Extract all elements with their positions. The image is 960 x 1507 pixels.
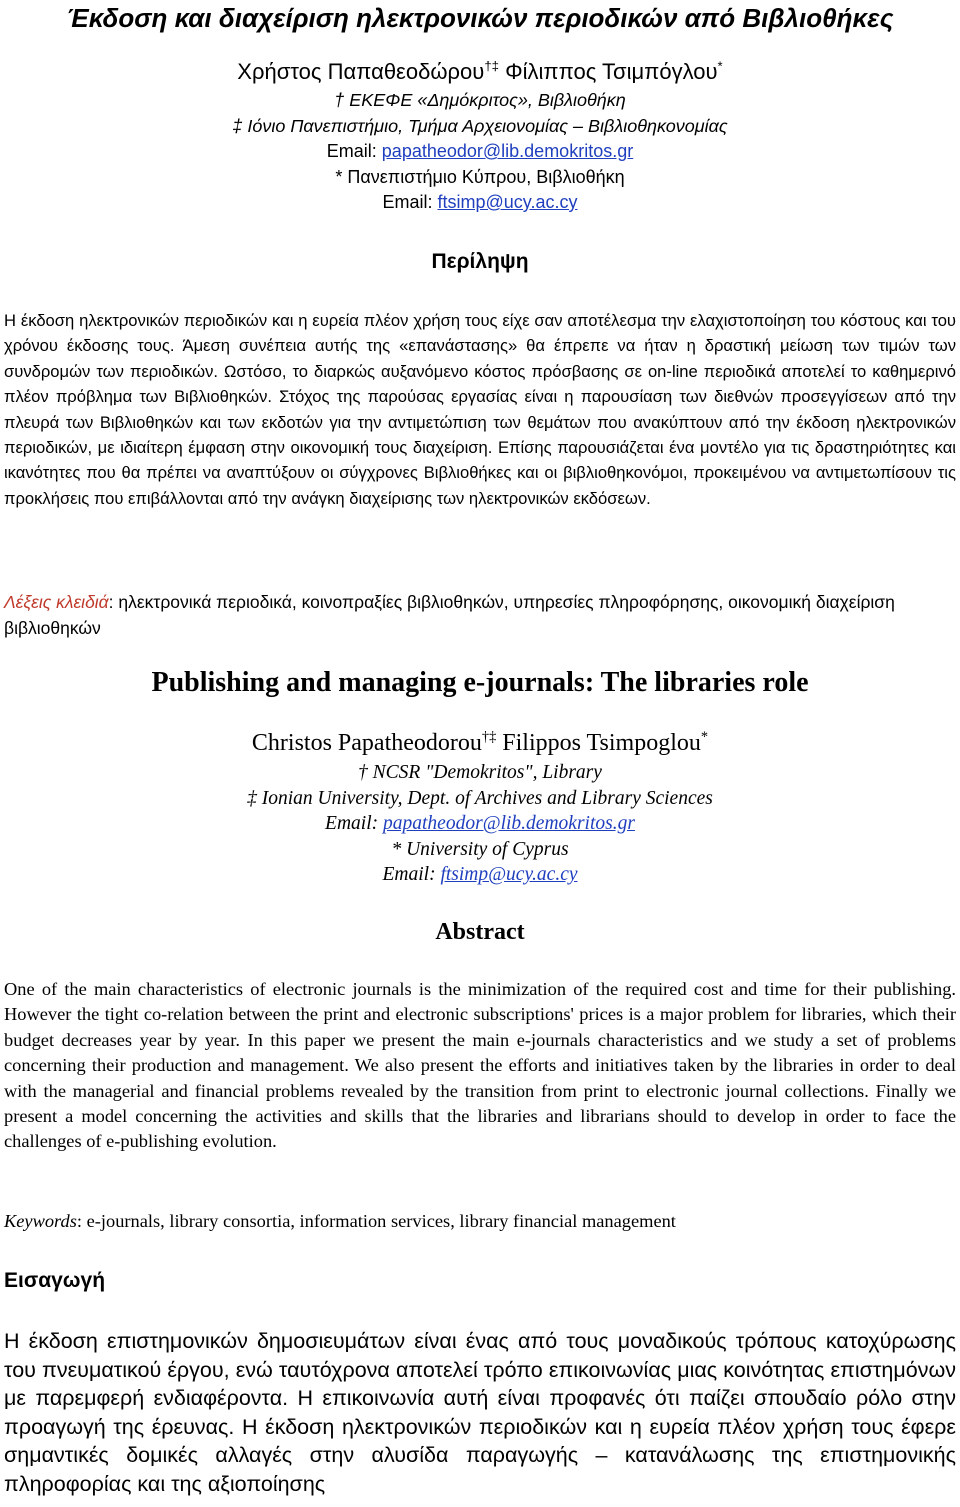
keywords-english bbox=[4, 1209, 956, 1234]
paper-title-greek: Έκδοση και διαχείριση ηλεκτρονικών περιοδικών από Βιβλιοθήκες bbox=[66, 3, 894, 33]
intro-heading: Εισαγωγή bbox=[4, 1269, 106, 1292]
email-line-1 bbox=[4, 139, 956, 165]
email-link-2[interactable]: ftsimp@ucy.ac.cy bbox=[437, 192, 578, 212]
email-line-2 bbox=[4, 190, 956, 216]
email-link-1[interactable]: papatheodor@lib.demokritos.gr bbox=[381, 141, 634, 161]
paper-title-english: Publishing and managing e-journals: The libraries role bbox=[151, 667, 809, 698]
email-label: Email: bbox=[325, 813, 383, 834]
author-2-name: Φίλιππος Τσιμπόγλου bbox=[498, 59, 718, 84]
email-link-2[interactable]: ftsimp@ucy.ac.cy bbox=[440, 864, 578, 885]
keywords-label-english: Keywords bbox=[4, 1211, 77, 1231]
abstract-heading-english: Abstract bbox=[435, 919, 525, 945]
affiliation-1: † ΕΚΕΦΕ «Δημόκριτος», Βιβλιοθήκη bbox=[334, 90, 626, 110]
email-line-1 bbox=[4, 811, 956, 837]
email-label: Email: bbox=[382, 864, 441, 885]
authors-greek bbox=[4, 58, 956, 86]
affiliation-1: † NCSR "Demokritos", Library bbox=[358, 762, 602, 783]
affiliation-2: ‡ Ιόνιο Πανεπιστήμιο, Τμήμα Αρχειονομίας – Βιβλιοθηκονομίας bbox=[232, 115, 728, 136]
author-2-marks: * bbox=[700, 729, 709, 745]
author-1-name: Christos Papatheodorou bbox=[251, 730, 482, 756]
email-link-1[interactable]: papatheodor@lib.demokritos.gr bbox=[383, 813, 635, 834]
email-label: Email: bbox=[326, 141, 382, 161]
author-1-marks: †‡ bbox=[484, 58, 499, 74]
abstract-body-greek: Η έκδοση ηλεκτρονικών περιοδικών και η ευρεία πλέον χρήση τους είχε σαν αποτέλεσμα την ελαχιστοποίηση του κόστους και του χρόνου έκδοσης τους. Άμεση συνέπεια αυτής της «επανάστασης» θα έπρεπε να ήταν η δραστική μείωση των τιμών των συνδρομών των περιοδικών. Ωστόσο, το διαρκώς αυξανόμενο κόστος πρόσβασης σε on-line περιοδικά αποτελεί το καθημερινό πλέον πρόβλημα των Βιβλιοθηκών. Στόχος της παρούσας εργασίας είναι η παρουσίαση των διεθνών προσεγγίσεων από την πλευρά των Βιβλιοθηκών και των εκδοτών για την αντιμετώπιση των θεμάτων που ανακύπτουν από την έκδοση ηλεκτρονικών περιοδικών, με ιδιαίτερη έμφαση στην οικονομική τους διαχείριση. Επίσης παρουσιάζεται ένα μοντέλο για τις δραστηριότητες και ικανότητες που θα πρέπει να αναπτύξουν οι σύγχρονες Βιβλιοθήκες και οι βιβλιοθηκονόμοι, προκειμένου να αντιμετωπίσουν τις προκλήσεις που επιβάλλονται από την ανάγκη διαχείρισης των ηλεκτρονικών εκδόσεων. bbox=[4, 311, 956, 508]
authors-english bbox=[4, 728, 956, 758]
author-2-name: Filippos Tsimpoglou bbox=[496, 730, 701, 756]
affiliation-3: * Πανεπιστήμιο Κύπρου, Βιβλιοθήκη bbox=[335, 166, 625, 187]
author-1-name: Χρήστος Παπαθεοδώρου bbox=[237, 59, 485, 84]
affiliations-greek bbox=[4, 88, 956, 216]
email-label: Email: bbox=[382, 192, 438, 212]
keywords-greek bbox=[4, 590, 956, 641]
affiliation-2: ‡ Ionian University, Dept. of Archives and Library Sciences bbox=[247, 787, 713, 809]
abstract-heading-greek: Περίληψη bbox=[431, 250, 529, 273]
affiliations-english bbox=[4, 760, 956, 888]
affiliation-3: * University of Cyprus bbox=[391, 838, 569, 860]
author-1-marks: †‡ bbox=[481, 729, 497, 745]
keywords-text-greek: : ηλεκτρονικά περιοδικά, κοινοπραξίες βιβλιοθηκών, υπηρεσίες πληροφόρησης, οικονομική διαχείριση βιβλιοθηκών bbox=[4, 592, 895, 638]
author-2-marks: * bbox=[717, 58, 723, 74]
keywords-text-english: : e-journals, library consortia, information services, library financial management bbox=[76, 1211, 676, 1231]
intro-body: Η έκδοση επιστημονικών δημοσιευμάτων είναι ένας από τους μοναδικούς τρόπους κατοχύρωσης του πνευματικού έργου, ενώ ταυτόχρονα αποτελεί τρόπο επικοινωνίας μιας κοινότητας επιστημόνων με παρεμφερή ενδιαφέροντα. Η επικοινωνία αυτή είναι προφανές ότι παίζει σπουδαίο ρόλο στην προαγωγή της έρευνας. Η έκδοση ηλεκτρονικών περιοδικών και η ευρεία πλέον χρήση τους έφερε σημαντικές δομικές αλλαγές στην αλυσίδα παραγωγής – κατανάλωσης της επιστημονικής πληροφορίας και της αξιοποίησης bbox=[4, 1329, 956, 1496]
abstract-body-english: One of the main characteristics of electronic journals is the minimization of the required cost and time for their publishing. However the tight co-relation between the print and electronic subscriptions' prices is a major problem for libraries, which their budget decreases year by year. In this paper we present the main e-journals characteristics and we study a set of problems concerning their production and management. We also present the efforts and initiatives taken by the libraries in order to deal with the managerial and financial problems revealed by the transition from print to electronic journal collections. Finally we present a model concerning the activities and skills that the libraries and librarians should to develop in order to face the challenges of e-publishing evolution. bbox=[4, 979, 956, 1152]
keywords-label-greek: Λέξεις κλειδιά bbox=[4, 592, 109, 612]
email-line-2 bbox=[4, 862, 956, 888]
